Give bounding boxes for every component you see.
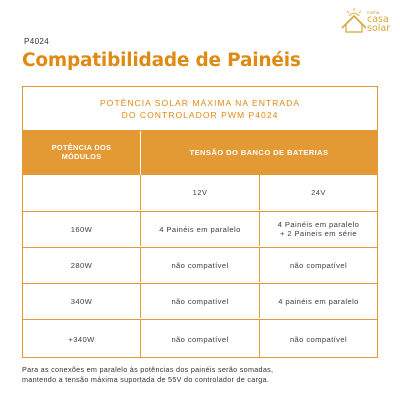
v12-cell: não compatível: [141, 248, 260, 282]
table-row: [23, 283, 377, 318]
table-body: [23, 175, 377, 358]
header-power-line-2: MÓDULOS: [61, 152, 102, 161]
v24-cell: 4 painéis em paralelo: [278, 296, 359, 306]
footnote-line-1: Para as conexões em paralelo às potências dos painéis serão somadas,: [22, 365, 274, 374]
caption-line-1: POTÊNCIA SOLAR MÁXIMA NA ENTRADA: [99, 98, 301, 108]
house-sun-icon: [340, 6, 368, 34]
footnote: [22, 365, 378, 384]
footnote-line-2: mantendo a tensão máxima suportada de 55V do controlador de carga.: [22, 374, 270, 384]
power-cell: 160W: [23, 212, 141, 246]
logo-line-2: solar: [367, 23, 391, 34]
page-title: Compatibilidade de Painéis: [22, 50, 301, 71]
logo-line-1: casa: [367, 14, 389, 25]
v24-cell: não compatível: [289, 260, 348, 270]
header-power-line-1: POTÊNCIA DOS: [51, 143, 112, 152]
v24-line-2: + 2 Paineis em série: [279, 229, 357, 238]
v12-cell: não compatível: [141, 284, 260, 318]
logo-small-text: minha: [367, 10, 380, 15]
table-row: [23, 211, 377, 246]
v12-cell: 4 Painéis em paralelo: [141, 212, 260, 246]
power-cell: 340W: [23, 284, 141, 318]
table-row-voltages: [23, 175, 377, 210]
caption-line-2: DO CONTROLADOR PWM P4024: [121, 110, 279, 120]
table-caption: [23, 87, 377, 131]
brand-logo: [340, 6, 396, 38]
voltage-24-cell: 24V: [311, 188, 326, 197]
table-row: [23, 319, 377, 358]
voltage-empty-cell: [23, 175, 141, 210]
v24-cell: não compatível: [289, 334, 348, 344]
table-header: [23, 131, 377, 175]
voltage-12-cell: 12V: [141, 175, 260, 210]
v24-line-1: 4 Painéis em paralelo: [277, 220, 360, 229]
power-cell: +340W: [23, 320, 141, 358]
compatibility-table: [22, 86, 378, 358]
product-code: P4024: [24, 37, 50, 46]
header-voltage: TENSÃO DO BANCO DE BATERIAS: [189, 148, 329, 157]
v24-cell: [260, 212, 377, 246]
power-cell: 280W: [23, 248, 141, 282]
v12-cell: não compatível: [141, 320, 260, 358]
table-row: [23, 247, 377, 282]
header-power: [23, 131, 141, 175]
logo-wordmark: [367, 15, 390, 33]
